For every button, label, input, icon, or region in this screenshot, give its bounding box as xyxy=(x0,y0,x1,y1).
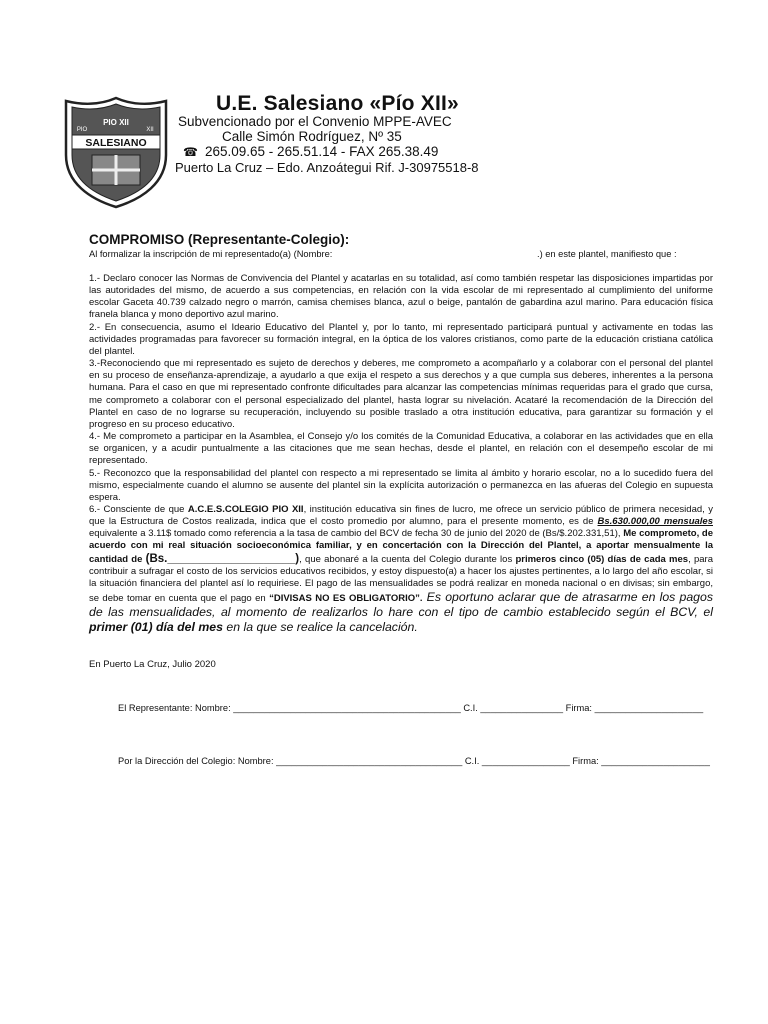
payment-days: primeros cinco (05) días de cada mes xyxy=(515,553,689,565)
clause-5: 5.- Reconozco que la responsabilidad del plantel con respecto a mi representado se limita al ámbito y horario escolar, no a lo sucedido fuera del mismo, especialmente cuando el alumno se ausente del plantel sin la explícita autorización o permanezca en las afueras del Colegio en supuesta espera. xyxy=(89,467,713,503)
logo-right-text: XII xyxy=(146,127,154,133)
school-legal-name: A.C.E.S.COLEGIO PIO XII xyxy=(187,503,304,515)
clause-6-text-n: en la que se realice la cancelación. xyxy=(222,620,418,635)
intro-line xyxy=(89,249,715,259)
clause-6-text-a: 6.- Consciente de que xyxy=(89,503,188,515)
phone-numbers: 265.09.65 - 265.51.14 - FAX 265.38.49 xyxy=(205,144,439,159)
clause-3: 3.-Reconociendo que mi representado es sujeto de derechos y deberes, me comprometo a acompañarlo y a colaborar con el personal del plantel en su proceso de enseñanza-aprendizaje, a ayudarlo a que exija el respeto a sus derechos y a que cumpla sus deberes, inherentes a la persona humana. Para el caso en que mi representado confronte dificultades para alcanzar las competencias mínimas requeridas para el grado que cursa, me comprometo a colaborar con el personal especializado del plantel, hasta lograr su nivelación. Acataré la recomendación de la Dirección del Plantel en caso de no lograrse su recuperación, incluyendo su posible traslado a otra institución educativa, para garantizar su formación y el progreso en su proceso educativo. xyxy=(89,358,713,430)
header-line-address: Calle Simón Rodríguez, Nº 35 xyxy=(222,129,402,144)
first-day-of-month: primer (01) día del mes xyxy=(89,620,223,635)
amount-blank: (Bs.____________________) xyxy=(145,552,300,565)
school-name: U.E. Salesiano «Pío XII» xyxy=(216,92,459,115)
intro-start: Al formalizar la inscripción de mi representado(a) (Nombre: xyxy=(89,249,333,259)
direction-signature-line: Por la Dirección del Colegio: Nombre: ____________________________________ C.I. _________________ Firma: _____________________ xyxy=(118,756,710,766)
document-title: COMPROMISO (Representante-Colegio): xyxy=(89,232,350,247)
place-date: En Puerto La Cruz, Julio 2020 xyxy=(89,659,216,670)
clause-6-text-j: , para contribuir a sufragar el costo de los servicios educativos recibidos, y estoy dispuesto(a) a hacer los ajustes pertinentes, a lo largo del año escolar, si la situación financiera del plantel así lo requiriese. El pago de las mensualidades se podrá realizar en moneda nacional o en divisas; sin embargo, se debe tomar en cuenta que el pago en xyxy=(89,553,713,605)
header-line-phones xyxy=(183,144,438,159)
clause-1: 1.- Declaro conocer las Normas de Convivencia del Plantel y acatarlas en su totalidad, así como también respetar las disposiciones impartidas por las autoridades del mismo, de acuerdo a sus competencias, en relación con la vida escolar de mi representado al cumplimiento del uniforme escolar Gaceta 40.739 calzado negro o marrón, camisa chemises blanca, azul o beige, pantalón de gabardina azul marino. Para educación física franela blanca y mono deportivo azul marino. xyxy=(89,273,713,321)
commitment-body xyxy=(89,273,713,636)
logo-left-text: PIO xyxy=(76,127,88,133)
monthly-cost: Bs.630.000,00 mensuales xyxy=(597,516,713,528)
logo-top-text: PIO XII xyxy=(103,118,129,127)
header-line-convenio: Subvencionado por el Convenio MPPE-AVEC xyxy=(178,114,452,129)
commitment-statement: Me comprometo, de acuerdo con mi real situación socioeconómica familiar, y en concertación con la Dirección del Plantel, a aportar mensualmente la cantidad de xyxy=(89,528,713,565)
clause-2: 2.- En consecuencia, asumo el Ideario Educativo del Plantel y, por lo tanto, mi representado participará puntual y activamente en todas las actividades programadas para favorecer su formación integral, en la óptica de los valores cristianos, como parte de la educación cristiana católica del plantel. xyxy=(89,321,713,357)
clause-6 xyxy=(89,504,713,636)
clause-6-text-l: Es oportuno aclarar que de atrasarme en los pagos de las mensualidades, al momento de realizarlos lo hare con el tipo de cambio establecido según el BCV, el xyxy=(89,590,714,620)
telephone-icon: ☎ xyxy=(183,145,198,159)
clause-6-text-c: , institución educativa sin fines de lucro, me ofrece un servicio público de primera necesidad, y que la Estructura de Costos realizada, indica que el costo promedio por alumno, para el presente momento, es de xyxy=(89,503,713,528)
currency-not-mandatory: “DIVISAS NO ES OBLIGATORIO”. xyxy=(269,593,423,605)
representative-signature-line: El Representante: Nombre: ____________________________________________ C.I. ________________ Firma: _____________________ xyxy=(118,703,704,713)
clause-6-text-e: equivalente a 3.11$ tomado como referencia a la tasa de cambio del BCV de fecha 30 de junio del 2020 de (Bs/$.202.331,51), xyxy=(89,528,624,540)
clause-4: 4.- Me comprometo a participar en la Asamblea, el Consejo y/o los comités de la Comunidad Educativa, a colaborar en las actividades que en ella se organicen, y a acudir puntualmente a las citaciones que me sean hechas, desde el plantel, en relación con el desempeño escolar de mi representado. xyxy=(89,431,713,467)
intro-end: .) en este plantel, manifiesto que : xyxy=(537,249,677,259)
clause-6-text-h: , que abonaré a la cuenta del Colegio durante los xyxy=(299,553,516,565)
school-crest-logo xyxy=(62,95,170,210)
logo-band-text: SALESIANO xyxy=(85,137,147,149)
header-line-location: Puerto La Cruz – Edo. Anzoátegui Rif. J-30975518-8 xyxy=(175,160,479,175)
